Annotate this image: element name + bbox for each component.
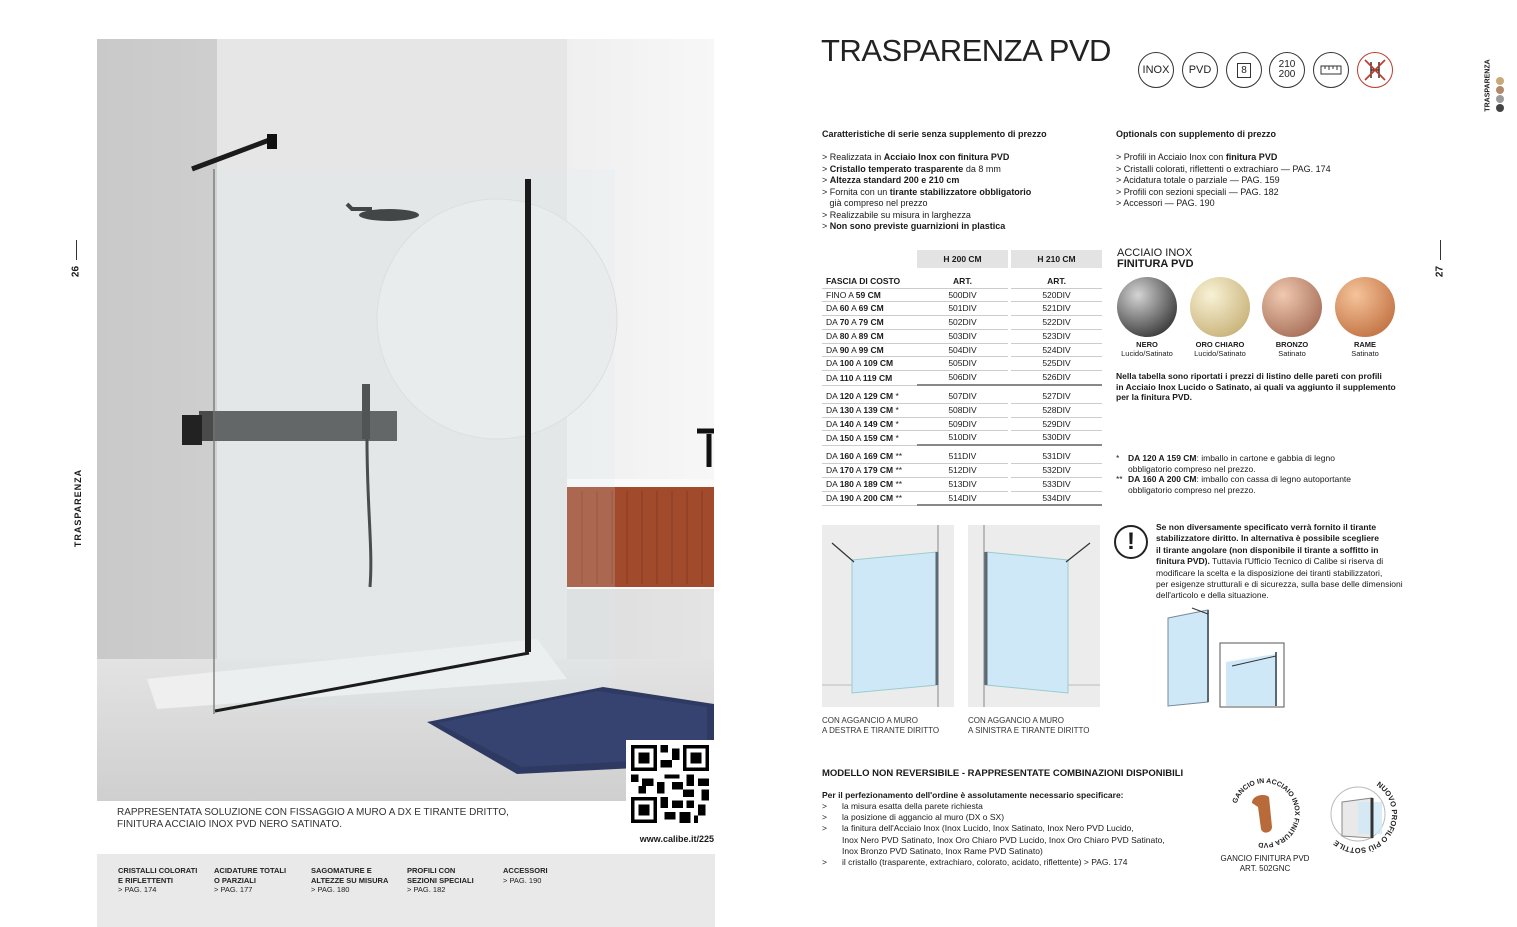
art-h200: 503DIV	[917, 329, 1008, 343]
table-row	[822, 371, 1102, 385]
art-h210: 520DIV	[1011, 288, 1102, 302]
art-h200: 510DIV	[917, 431, 1008, 445]
price-note: Nella tabella sono riportati i prezzi di listino delle pareti con profili in Acciaio Inox Lucido o Satinato, ai quali va aggiunto il supplemento per la finitura PVD.	[1116, 371, 1396, 402]
swatch-label: ORO CHIARO Lucido/Satinato	[1194, 340, 1246, 358]
art-h210: 524DIV	[1011, 343, 1102, 357]
footnote: ** DA 160 A 200 CM: imballo con cassa di legno autoportante obbligatorio compreso nel prezzo.	[1116, 474, 1352, 495]
table-row	[822, 464, 1102, 478]
swatch-oro-chiaro	[1190, 277, 1250, 337]
list-item: già compreso nel prezzo	[822, 198, 928, 208]
optionals-heading: Optionals con supplemento di prezzo	[1116, 129, 1277, 139]
art-h210: 521DIV	[1011, 302, 1102, 316]
diagram-left-wall-drawing	[968, 525, 1100, 707]
finish-dots	[1496, 77, 1504, 112]
finish-title: ACCIAIO INOX FINITURA PVD	[1117, 247, 1194, 270]
svg-text:NUOVO PROFILO PIÙ SOTTILE: NUOVO PROFILO PIÙ SOTTILE	[1331, 779, 1400, 856]
inox-icon: INOX	[1138, 52, 1174, 88]
footer-item-profili[interactable]: PROFILI CON SEZIONI SPECIALI > PAG. 182	[407, 866, 474, 894]
footer-options-band	[97, 854, 715, 927]
art-h210: 531DIV	[1011, 450, 1102, 463]
pvd-icon: PVD	[1182, 52, 1218, 88]
hook-caption: GANCIO FINITURA PVD ART. 502GNC	[1220, 854, 1310, 873]
art-h210: 533DIV	[1011, 477, 1102, 491]
table-row	[822, 302, 1102, 316]
row-range: DA 90 A 99 CM	[822, 343, 917, 357]
order-list	[822, 801, 1165, 868]
svg-text:GANCIO IN ACCIAIO INOX FINITUR: GANCIO IN ACCIAIO INOX FINITURA PVD	[1231, 777, 1301, 849]
not-reversible-heading: MODELLO NON REVERSIBILE - RAPPRESENTATE COMBINAZIONI DISPONIBILI	[822, 768, 1184, 779]
row-range: DA 140 A 149 CM *	[822, 417, 917, 431]
art-h210: 525DIV	[1011, 357, 1102, 371]
side-label-right: TRASPARENZA	[1484, 59, 1492, 112]
table-row	[822, 431, 1102, 445]
row-range: DA 170 A 179 CM **	[822, 464, 917, 478]
art-h210: 534DIV	[1011, 491, 1102, 505]
footer-item-acidature[interactable]: ACIDATURE TOTALI O PARZIALI > PAG. 177	[214, 866, 287, 894]
series-list	[822, 152, 1031, 233]
series-heading: Caratteristiche di serie senza supplemento di prezzo	[822, 129, 1047, 139]
diagram-right-caption: CON AGGANCIO A MURO A DESTRA E TIRANTE DIRITTO	[822, 716, 940, 735]
art-h200: 513DIV	[917, 477, 1008, 491]
list-item: > Accessori — PAG. 190	[1116, 198, 1215, 208]
cost-table	[822, 250, 1102, 506]
footnote: * DA 120 A 159 CM: imballo in cartone e gabbia di legno obbligatorio compreso nel prezzo.	[1116, 453, 1335, 474]
side-label-left: TRASPARENZA	[73, 468, 83, 548]
row-range: DA 60 A 69 CM	[822, 302, 917, 316]
diagram-right-wall	[822, 525, 954, 707]
height-210-200-icon: 210 200	[1269, 52, 1305, 88]
art-h210: 527DIV	[1011, 390, 1102, 403]
swatch-label: BRONZO Satinato	[1275, 340, 1309, 358]
swatch-rame	[1335, 277, 1395, 337]
table-row	[822, 288, 1102, 302]
order-heading: Per il perfezionamento dell'ordine è assolutamente necessario specificare:	[822, 790, 1124, 800]
list-item: Inox Bronzo PVD Satinato, Inox Rame PVD Satinato)	[842, 845, 1043, 856]
table-header-row	[822, 250, 1102, 268]
list-item: > la finitura dell'Acciaio Inox (Inox Lucido, Inox Satinato, Inox Nero PVD Lucido,	[822, 823, 1134, 834]
list-item: Inox Nero PVD Satinato, Inox Oro Chiaro PVD Lucido, Inox Oro Chiaro PVD Satinato,	[842, 834, 1165, 845]
row-range: DA 80 A 89 CM	[822, 329, 917, 343]
qr-code[interactable]	[626, 740, 714, 828]
table-row	[822, 417, 1102, 431]
table-row	[822, 316, 1102, 330]
no-gasket-icon	[1357, 52, 1393, 88]
page-number-right: 27	[1428, 240, 1452, 277]
art-h200: 514DIV	[917, 491, 1008, 505]
col-h200: H 200 CM	[917, 250, 1008, 268]
swatch-nero	[1117, 277, 1177, 337]
stabilizer-options-diagram	[1160, 606, 1290, 715]
qr-url[interactable]: www.calibe.it/225	[639, 834, 714, 844]
art-h210: 522DIV	[1011, 316, 1102, 330]
list-item: > Altezza standard 200 e 210 cm	[822, 175, 960, 185]
warning-icon: !	[1114, 525, 1148, 559]
swatch-bronzo	[1262, 277, 1322, 337]
table-row	[822, 390, 1102, 403]
row-range: DA 190 A 200 CM **	[822, 491, 917, 505]
footer-item-accessori[interactable]: ACCESSORI > PAG. 190	[503, 866, 548, 885]
table-row	[822, 491, 1102, 505]
art-label-200: ART.	[917, 268, 1008, 288]
table-row	[822, 477, 1102, 491]
art-h210: 528DIV	[1011, 403, 1102, 417]
table-row	[822, 343, 1102, 357]
art-h200: 512DIV	[917, 464, 1008, 478]
custom-width-icon	[1313, 52, 1349, 88]
list-item: > il cristallo (trasparente, extrachiaro, colorato, acidato, riflettente) > PAG. 174	[822, 857, 1128, 868]
list-item: > Cristallo temperato trasparente da 8 mm	[822, 163, 1001, 174]
list-item: > la misura esatta della parete richiesta	[822, 801, 983, 811]
row-range: DA 130 A 139 CM *	[822, 403, 917, 417]
qr-code-image	[631, 745, 709, 823]
list-item: > Realizzabile su misura in larghezza	[822, 209, 971, 220]
row-range: FINO A 59 CM	[822, 288, 917, 302]
row-range: DA 70 A 79 CM	[822, 316, 917, 330]
shower-scene-illustration	[97, 39, 714, 801]
col-h210: H 210 CM	[1011, 250, 1102, 268]
profile-badge-drawing	[1316, 772, 1400, 856]
table-row	[822, 403, 1102, 417]
footer-item-sagomature[interactable]: SAGOMATURE E ALTEZZE SU MISURA > PAG. 180	[311, 866, 389, 894]
footer-item-cristalli[interactable]: CRISTALLI COLORATI E RIFLETTENTI > PAG. 174	[118, 866, 198, 894]
row-range: DA 120 A 129 CM *	[822, 390, 917, 403]
art-h200: 511DIV	[917, 450, 1008, 463]
row-range: DA 160 A 169 CM **	[822, 450, 917, 463]
art-label-210: ART.	[1011, 268, 1102, 288]
page-number-left: 26	[64, 240, 88, 277]
ruler-icon	[1320, 64, 1342, 76]
list-item: > Non sono previste guarnizioni in plastica	[822, 221, 1006, 231]
hook-badge	[1225, 773, 1305, 853]
diagram-right-wall-drawing	[822, 525, 954, 707]
warning-text: Se non diversamente specificato verrà fornito il tirante stabilizzatore diritto. In alternativa è possibile scegliere il tirante angolare (non disponibile il tirante a soffitto in finitura PVD). Tuttavia l'Ufficio Tecnico di Calibe si riserva di modificare la scelta e la disposizione dei tiranti stabilizzatori, per esigenze strutturali e di sicurezza, sulla base delle dimensioni dell'articolo e della situazione.	[1156, 522, 1403, 601]
table-row	[822, 357, 1102, 371]
art-h210: 526DIV	[1011, 371, 1102, 385]
hook-badge-drawing	[1225, 773, 1305, 853]
art-h200: 501DIV	[917, 302, 1008, 316]
swatch-label: NERO Lucido/Satinato	[1121, 340, 1173, 358]
list-item: > Profili in Acciaio Inox con finitura PVD	[1116, 152, 1278, 162]
row-range: DA 150 A 159 CM *	[822, 431, 917, 445]
profile-badge	[1316, 772, 1400, 856]
page-title: TRASPARENZA PVD	[821, 33, 1111, 68]
list-item: > Profili con sezioni speciali — PAG. 182	[1116, 186, 1279, 197]
row-range: DA 100 A 109 CM	[822, 357, 917, 371]
list-item: > Cristalli colorati, riflettenti o extrachiaro — PAG. 174	[1116, 163, 1331, 174]
crossed-gasket-icon	[1361, 56, 1389, 84]
art-h210: 529DIV	[1011, 417, 1102, 431]
art-h200: 505DIV	[917, 357, 1008, 371]
art-h200: 504DIV	[917, 343, 1008, 357]
art-h200: 500DIV	[917, 288, 1008, 302]
art-h200: 508DIV	[917, 403, 1008, 417]
photo-caption: RAPPRESENTATA SOLUZIONE CON FISSAGGIO A MURO A DX E TIRANTE DRITTO, FINITURA ACCIAIO INOX PVD NERO SATINATO.	[117, 807, 509, 830]
list-item: > Acidatura totale o parziale — PAG. 159	[1116, 175, 1280, 185]
art-h210: 523DIV	[1011, 329, 1102, 343]
stabilizer-options-drawing	[1160, 606, 1290, 710]
thickness-8mm-icon: 8	[1226, 52, 1262, 88]
art-h210: 532DIV	[1011, 464, 1102, 478]
art-h200: 502DIV	[917, 316, 1008, 330]
art-h200: 509DIV	[917, 417, 1008, 431]
diagram-left-caption: CON AGGANCIO A MURO A SINISTRA E TIRANTE DIRITTO	[968, 716, 1090, 735]
diagram-left-wall	[968, 525, 1100, 707]
list-item: > la posizione di aggancio al muro (DX o SX)	[822, 812, 1005, 823]
art-h200: 507DIV	[917, 390, 1008, 403]
table-row	[822, 329, 1102, 343]
table-subheader-row	[822, 268, 1102, 288]
list-item: > Realizzata in Acciaio Inox con finitura PVD	[822, 152, 1010, 162]
art-h200: 506DIV	[917, 371, 1008, 385]
footnotes	[1116, 453, 1351, 495]
list-item: > Fornita con un tirante stabilizzatore obbligatorio	[822, 186, 1032, 197]
optionals-list	[1116, 152, 1331, 210]
row-range: DA 180 A 189 CM **	[822, 477, 917, 491]
swatch-label: RAME Satinato	[1351, 340, 1379, 358]
shower-photo	[97, 39, 714, 801]
row-header-label: FASCIA DI COSTO	[822, 268, 917, 288]
table-row	[822, 450, 1102, 463]
art-h210: 530DIV	[1011, 431, 1102, 445]
row-range: DA 110 A 119 CM	[822, 371, 917, 385]
